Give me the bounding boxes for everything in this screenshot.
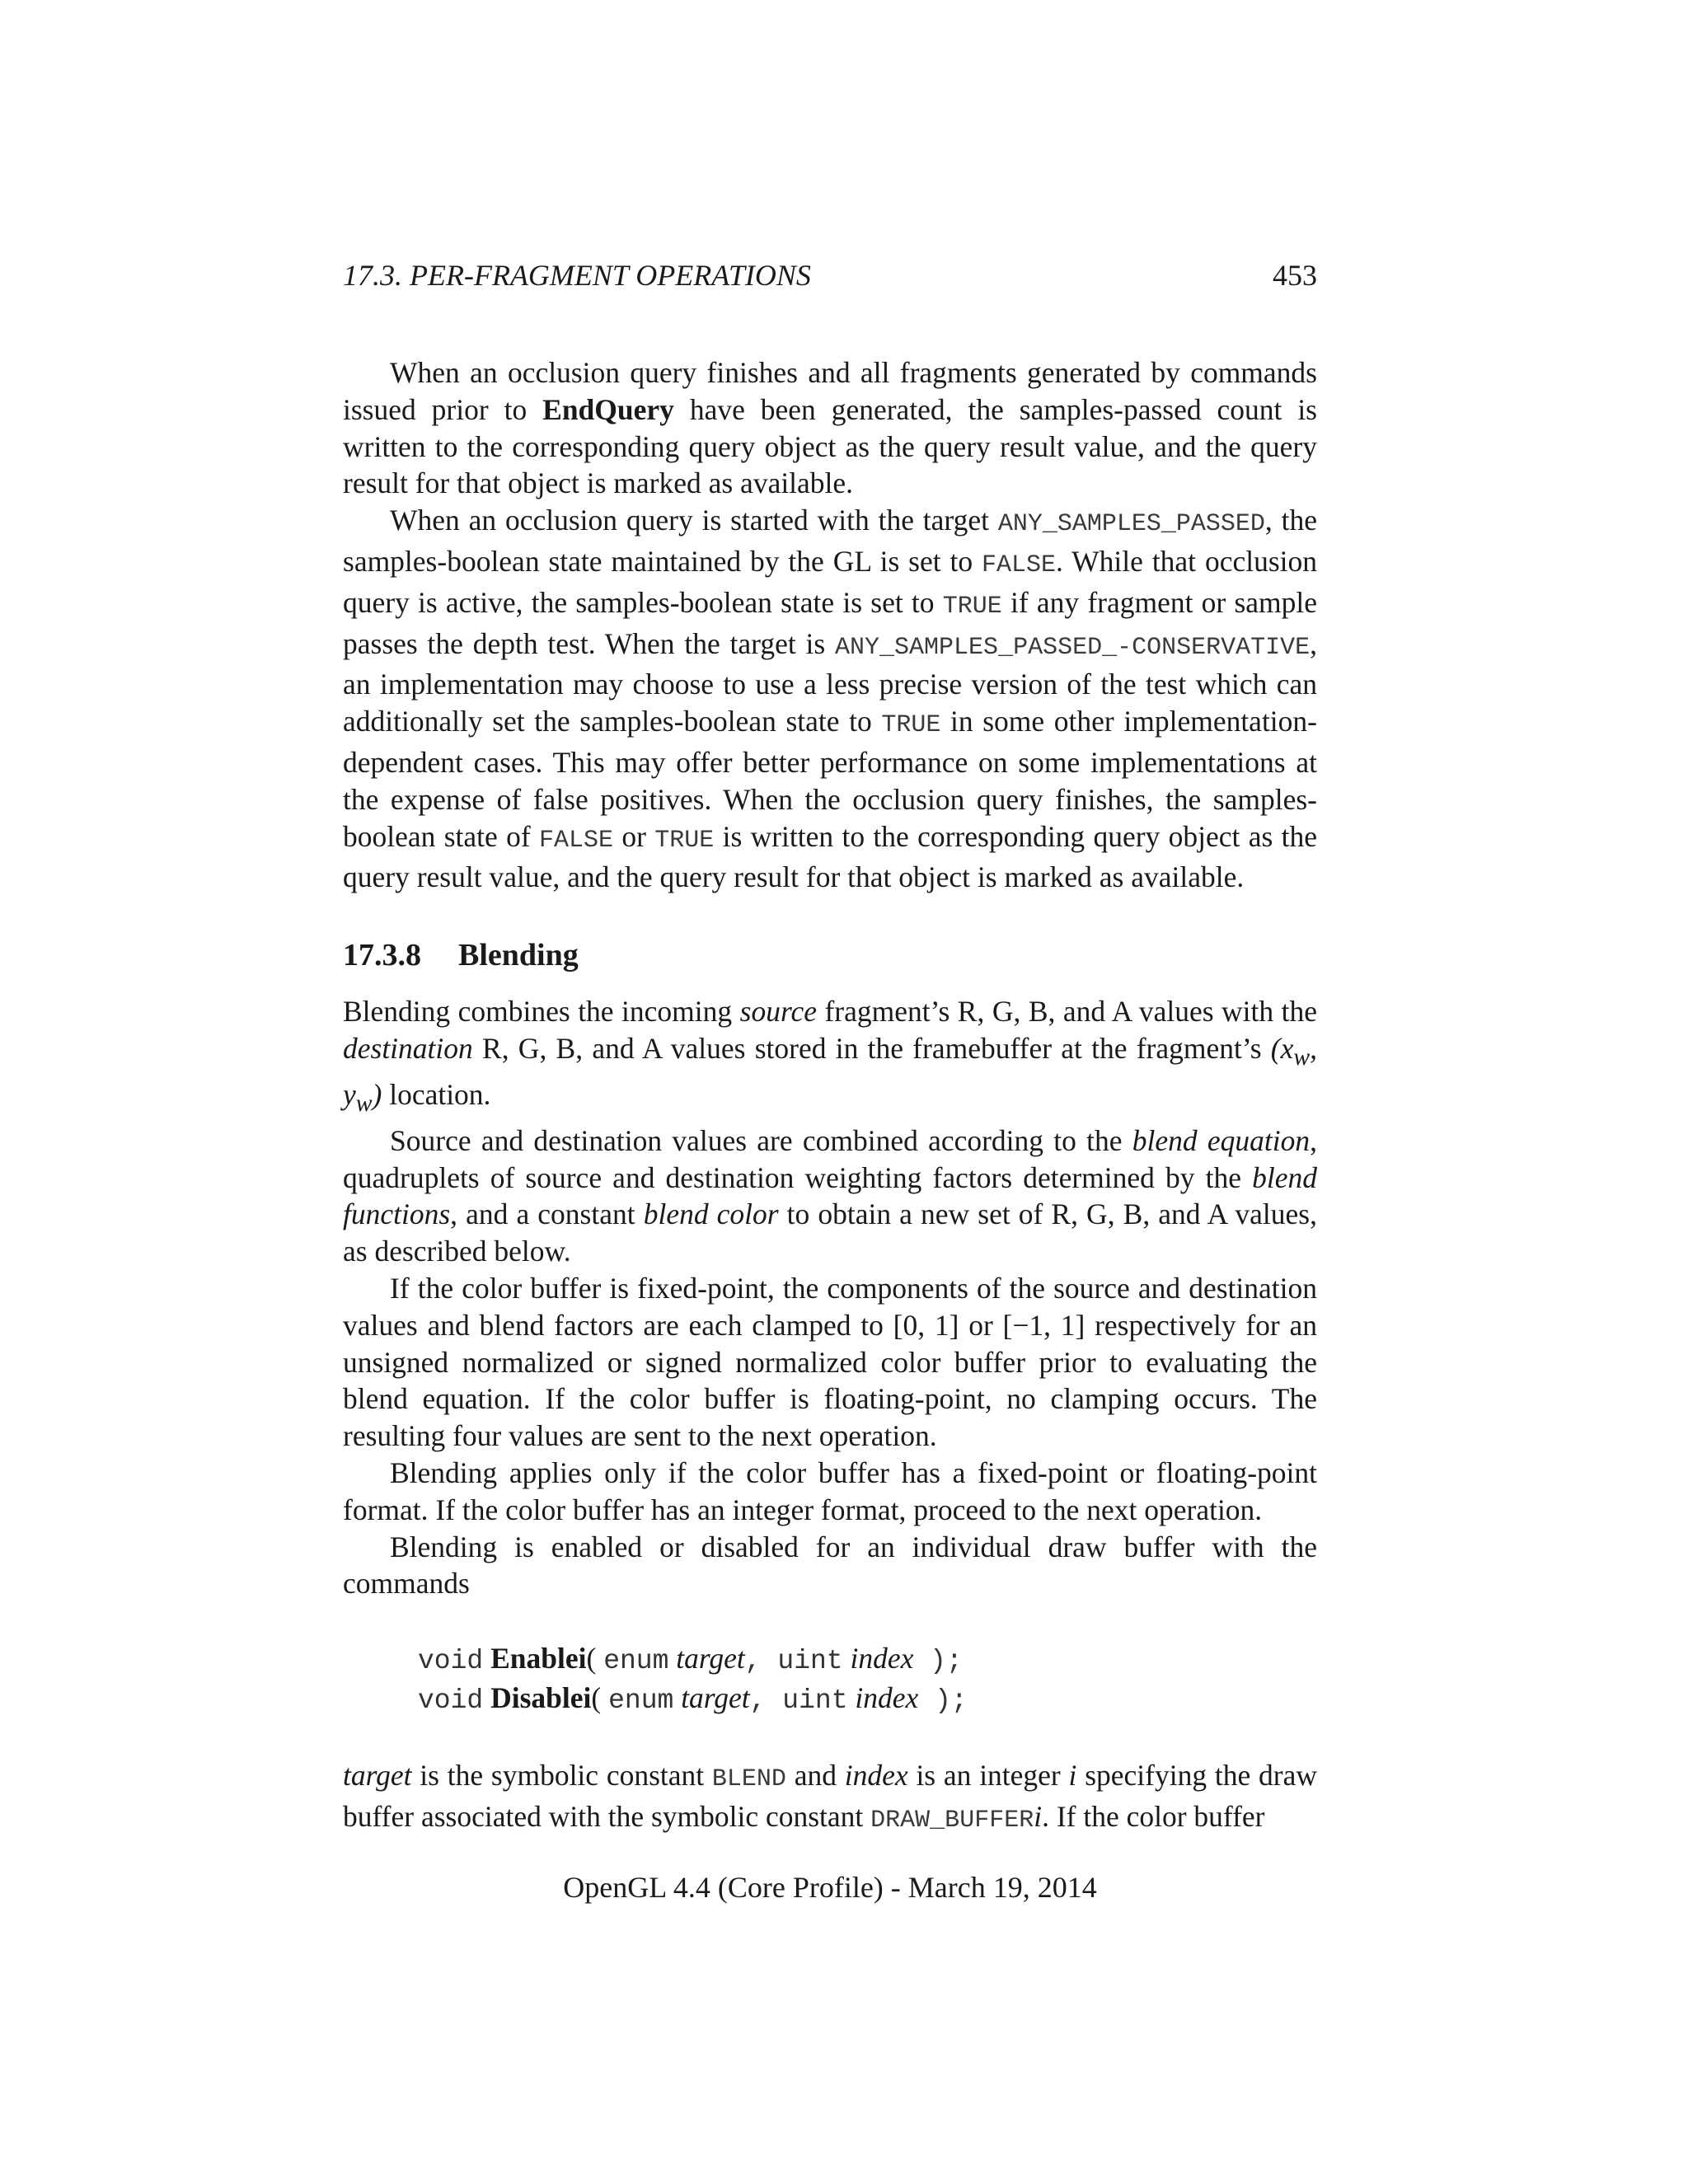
paragraph-blend-equation: Source and destination values are combined according to the blend equation, quadruplets of source and destination weighting factors determined by the blend functions, and a constant blend color to obtain a new set of R, G, B, and A values, as described below.	[343, 1123, 1317, 1268]
paragraph-blending-applies: Blending applies only if the color buffer has a fixed-point or floating-point format. If the color buffer has an integer format, proceed to the next operation.	[343, 1455, 1317, 1526]
paragraph-target-index: target is the symbolic constant BLEND and index is an integer i specifying the draw buffer associated with the symbolic constant DRAW_BUFFERi. If the color buffer	[343, 1759, 1317, 1835]
paragraph-occlusion: When an occlusion query is started with the target ANY_SAMPLES_PASSED, the samples-boolean state maintained by the GL is set to FALSE. While that occlusion query is active, the samples-boolean state is set to TRUE if any fragment or sample passes the depth test. When the target is ANY_SAMPLES_PASSED_-CONSERVATIVE, an implementation may choose to use a less precise version of the test which can additionally set the samples-boolean state to TRUE in some other implementation-dependent cases. This may offer better performance on some implementations at the expense of false positives. When the occlusion query finishes, the samples-boolean state of FALSE or TRUE is written to the corresponding query object as the query result value, and the query result for that object is marked as available.	[343, 504, 1318, 894]
paragraph-blending-intro: Blending combines the incoming source fragment’s R, G, B, and A values with the destination R, G, B, and A values stored in the framebuffer at the fragment’s ($x_w$, $y_w$) location.	[343, 995, 1317, 1117]
window-coordinates: ($x_w$, $y_w$)	[343, 1031, 1317, 1117]
page-number: 453	[1273, 259, 1317, 292]
constant-false: FALSE	[982, 551, 1057, 579]
constant-draw-buffer: DRAW_BUFFER	[870, 1806, 1034, 1835]
prototype-disablei: void Disablei( enum target, uint index );	[418, 1681, 968, 1717]
constant-blend: BLEND	[711, 1765, 786, 1794]
page-footer: OpenGL 4.4 (Core Profile) - March 19, 2014	[563, 1871, 1097, 1904]
paragraph-clamping: If the color buffer is fixed-point, the components of the source and destination values and blend factors are each clamped to [0, 1] or [−1, 1] respectively for an unsigned normalized or signed normalized color buffer prior to evaluating the blend equation. If the color buffer is floating-point, no clamping occurs. The resulting four values are sent to the next operation.	[343, 1271, 1317, 1453]
constant-true: TRUE	[654, 826, 715, 855]
range-unsigned: [0, 1]	[893, 1308, 959, 1342]
page-body	[343, 354, 1317, 1840]
section-title: Blending	[458, 938, 579, 973]
range-signed: [−1, 1]	[1002, 1308, 1085, 1342]
constant-true: TRUE	[881, 711, 941, 740]
command-prototypes	[418, 1640, 1317, 1719]
endquery-command: EndQuery	[542, 392, 674, 426]
paragraph-endquery: When an occlusion query finishes and all fragments generated by commands issued prior to EndQuery have been generated, the samples-passed count is written to the corresponding query object as the query result value, and the query result for that object is marked as available.	[343, 356, 1317, 500]
section-heading	[343, 937, 1317, 973]
constant-true: TRUE	[942, 592, 1002, 621]
prototype-enablei: void Enablei( enum target, uint index );	[418, 1642, 963, 1677]
constant-any-samples-passed-conservative: ANY_SAMPLES_PASSED_-CONSERVATIVE	[835, 633, 1311, 662]
running-head: 17.3. PER-FRAGMENT OPERATIONS	[343, 259, 811, 292]
constant-any-samples-passed: ANY_SAMPLES_PASSED	[997, 510, 1265, 539]
paragraph-enable-disable: Blending is enabled or disabled for an individual draw buffer with the commands	[343, 1530, 1317, 1601]
section-number: 17.3.8	[343, 938, 421, 973]
constant-false: FALSE	[538, 826, 613, 855]
